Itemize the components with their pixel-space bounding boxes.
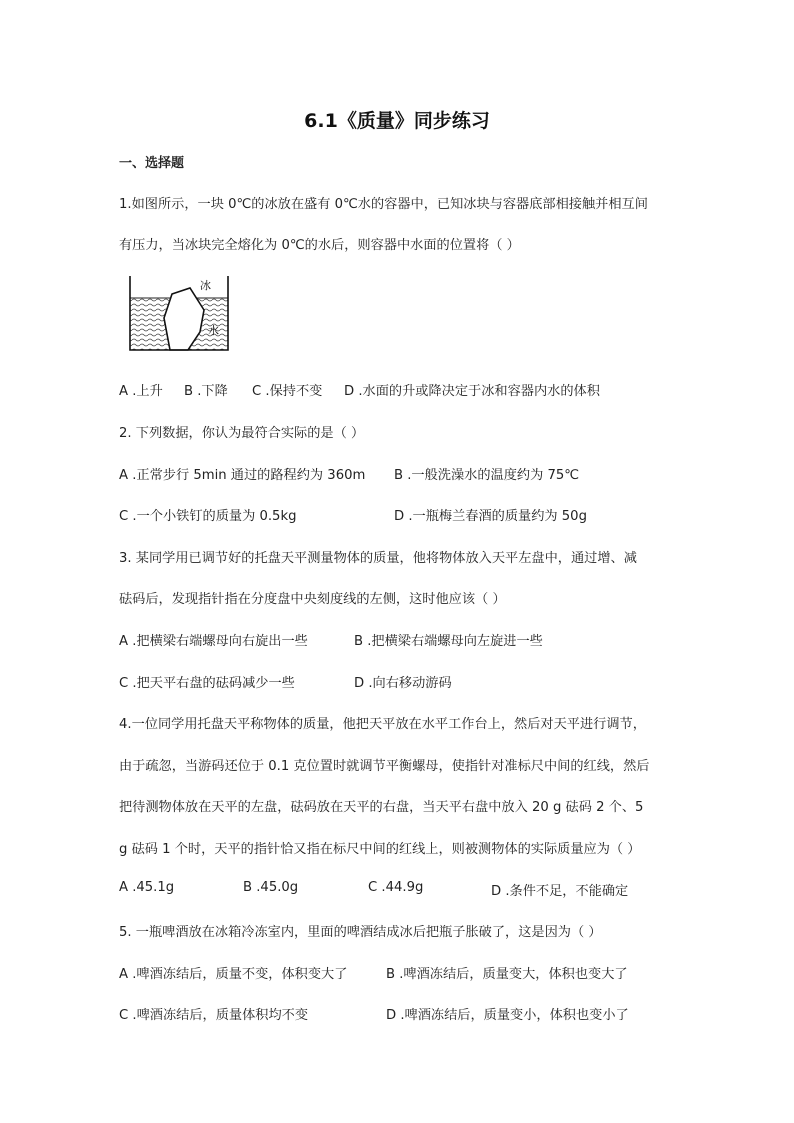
ice-in-water-diagram xyxy=(124,272,236,356)
q2-option-a: A .正常步行 5min 通过的路程约为 360m xyxy=(119,468,366,483)
q3-option-c: C .把天平右盘的砝码减少一些 xyxy=(119,676,295,691)
question-3-text-line-1: 3. 某同学用已调节好的托盘天平测量物体的质量，他将物体放入天平左盘中，通过增、减 xyxy=(119,551,637,566)
q2-option-c: C .一个小铁钉的质量为 0.5kg xyxy=(119,509,297,524)
question-5-text: 5. 一瓶啤酒放在冰箱冷冻室内，里面的啤酒结成冰后把瓶子胀破了，这是因为（ ） xyxy=(119,925,602,940)
q4-option-b: B .45.0g xyxy=(243,880,299,895)
q1-option-d: D .水面的升或降决定于冰和容器内水的体积 xyxy=(344,384,600,399)
q4-option-a: A .45.1g xyxy=(119,880,175,895)
q1-option-b: B .下降 xyxy=(184,384,228,399)
question-3-text-line-2: 砝码后，发现指针指在分度盘中央刻度线的左侧，这时他应该（ ） xyxy=(119,592,506,607)
question-2-text: 2. 下列数据，你认为最符合实际的是（ ） xyxy=(119,426,365,441)
question-4-text-line-3: 把待测物体放在天平的左盘，砝码放在天平的右盘，当天平右盘中放入 20 g 砝码 2 个、5 xyxy=(119,800,644,815)
q4-option-c: C .44.9g xyxy=(368,880,424,895)
q1-option-a: A .上升 xyxy=(119,384,163,399)
ice-label: 冰 xyxy=(200,279,211,292)
question-4-text-line-4: g 砝码 1 个时，天平的指针恰又指在标尺中间的红线上，则被测物体的实际质量应为（ ） xyxy=(119,842,641,857)
q2-option-d: D .一瓶梅兰春酒的质量约为 50g xyxy=(394,509,587,524)
q1-option-c: C .保持不变 xyxy=(252,384,323,399)
q5-option-d: D .啤酒冻结后，质量变小，体积也变小了 xyxy=(386,1008,629,1023)
q4-option-d: D .条件不足，不能确定 xyxy=(491,884,629,899)
water-label: 水 xyxy=(208,324,219,337)
q3-option-a: A .把横梁右端螺母向右旋出一些 xyxy=(119,634,308,649)
q3-option-d: D .向右移动游码 xyxy=(354,676,452,691)
question-1-text-line-1: 1.如图所示，一块 0℃的冰放在盛有 0℃水的容器中，已知冰块与容器底部相接触并相互间 xyxy=(119,197,648,212)
question-1-text-line-2: 有压力，当冰块完全熔化为 0℃的水后，则容器中水面的位置将（ ） xyxy=(119,238,520,253)
q5-option-c: C .啤酒冻结后，质量体积均不变 xyxy=(119,1008,309,1023)
question-4-text-line-2: 由于疏忽，当游码还位于 0.1 克位置时就调节平衡螺母，使指针对准标尺中间的红线，然后 xyxy=(119,759,650,774)
question-4-text-line-1: 4.一位同学用托盘天平称物体的质量，他把天平放在水平工作台上，然后对天平进行调节， xyxy=(119,717,646,732)
q2-option-b: B .一般洗澡水的温度约为 75℃ xyxy=(394,468,580,483)
q5-option-a: A .啤酒冻结后，质量不变，体积变大了 xyxy=(119,967,348,982)
section-heading: 一、选择题 xyxy=(119,156,185,171)
q3-option-b: B .把横梁右端螺母向左旋进一些 xyxy=(354,634,543,649)
page-title: 6.1《质量》同步练习 xyxy=(304,110,490,132)
q5-option-b: B .啤酒冻结后，质量变大，体积也变大了 xyxy=(386,967,628,982)
